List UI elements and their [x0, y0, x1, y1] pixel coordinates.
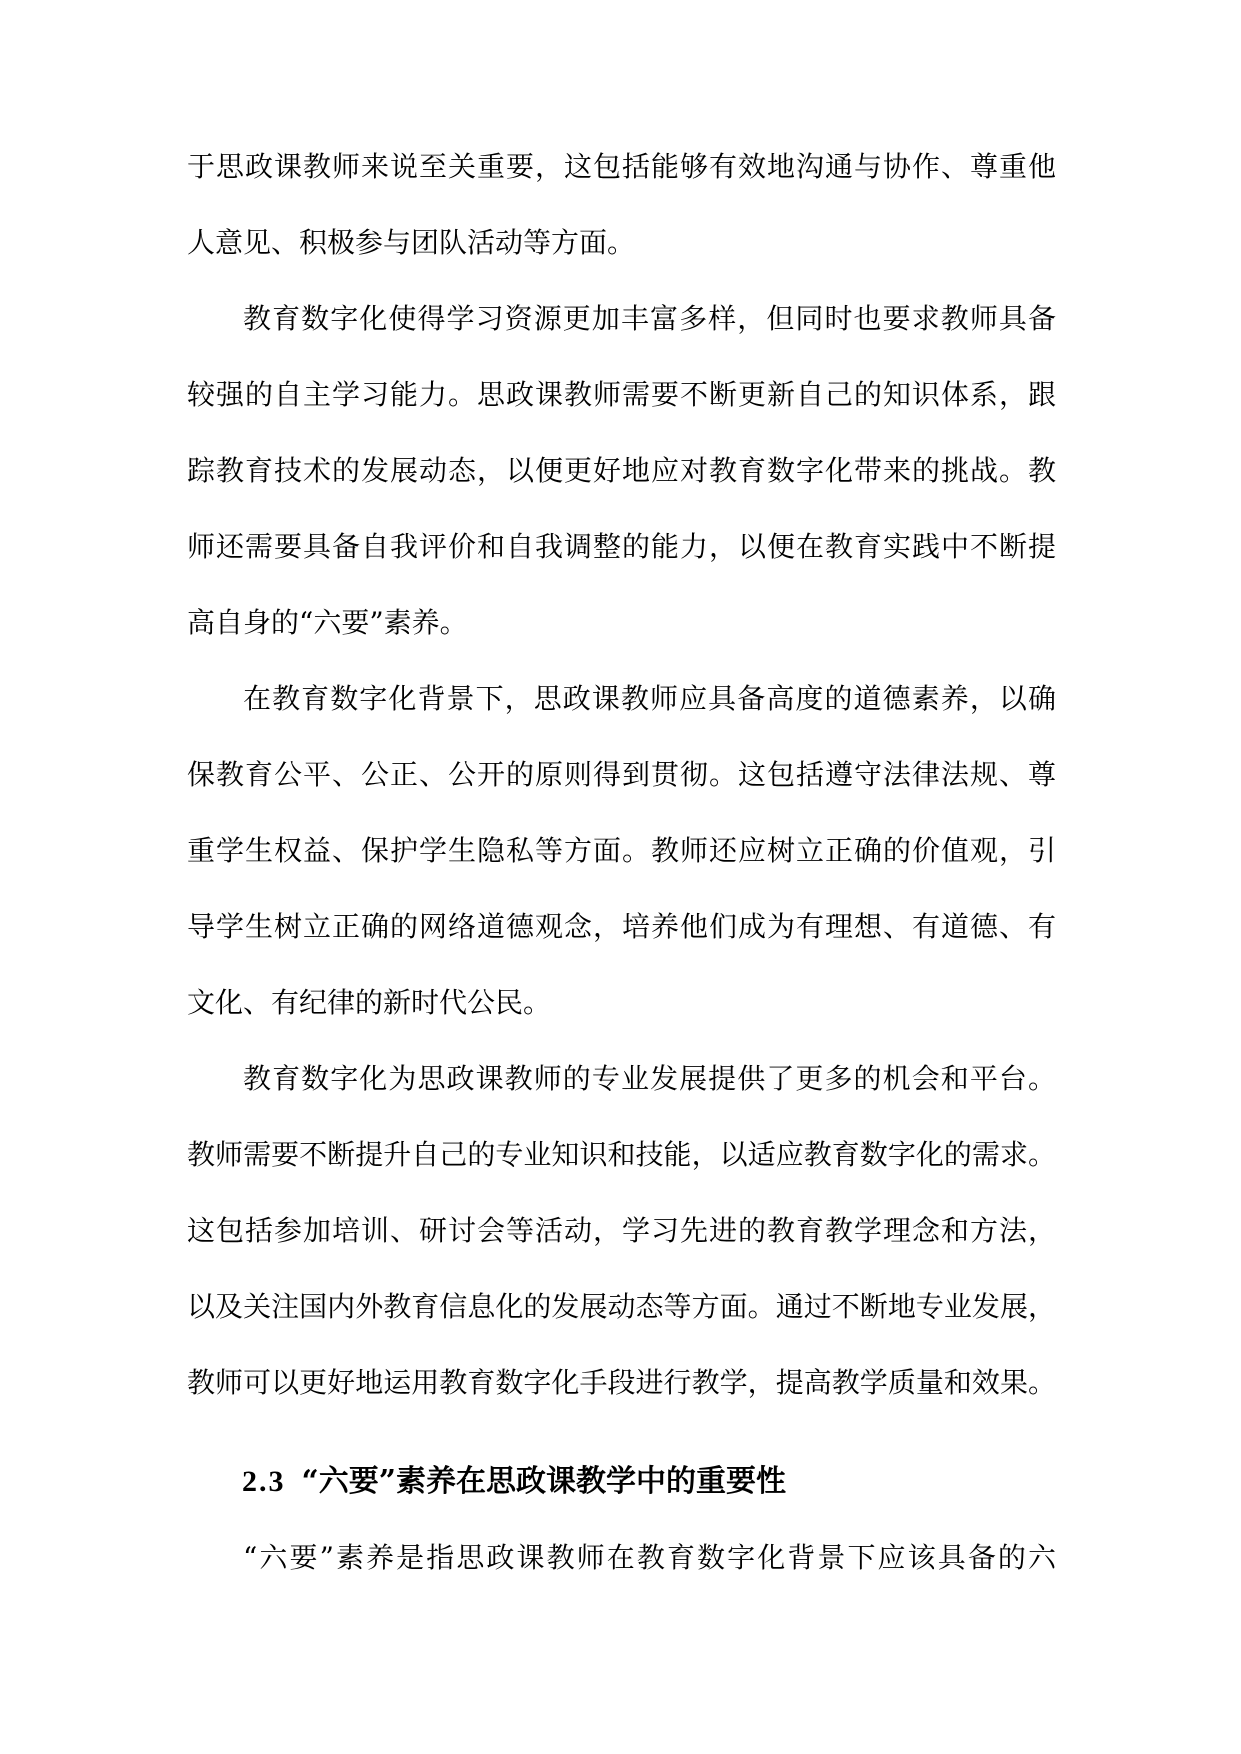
- paragraph-5: [187, 1520, 1056, 1596]
- text-line: 于思政课教师来说至关重要，这包括能够有效地沟通与协作、尊重他: [187, 150, 1056, 183]
- text-line: 师还需要具备自我评价和自我调整的能力，以便在教育实践中不断提: [187, 530, 1056, 563]
- text-line: 较强的自主学习能力。思政课教师需要不断更新自己的知识体系，跟: [187, 378, 1056, 411]
- text-line: 这包括参加培训、研讨会等活动，学习先进的教育教学理念和方法，: [187, 1214, 1056, 1247]
- text-line: 重学生权益、保护学生隐私等方面。教师还应树立正确的价值观，引: [187, 834, 1056, 867]
- paragraph-3: [187, 661, 1056, 1041]
- paragraph-4: [187, 1041, 1056, 1421]
- text-line: 教师可以更好地运用教育数字化手段进行教学，提高教学质量和效果。: [187, 1366, 1056, 1399]
- text-line: 教育数字化为思政课教师的专业发展提供了更多的机会和平台。: [243, 1062, 1056, 1095]
- paragraph-2: [187, 281, 1056, 661]
- text-line: 踪教育技术的发展动态，以便更好地应对教育数字化带来的挑战。教: [187, 454, 1056, 487]
- text-line: 教育数字化使得学习资源更加丰富多样，但同时也要求教师具备: [243, 302, 1056, 335]
- text-line: 在教育数字化背景下，思政课教师应具备高度的道德素养，以确: [243, 682, 1056, 715]
- section-heading-number: 2.3: [242, 1465, 286, 1498]
- text-line: 高自身的“六要”素养。: [187, 606, 468, 639]
- section-heading-title: “六要”素养在思政课教学中的重要性: [301, 1464, 787, 1499]
- text-line: 保教育公平、公正、公开的原则得到贯彻。这包括遵守法律法规、尊: [187, 758, 1056, 791]
- text-line: “六要”素养是指思政课教师在教育数字化背景下应该具备的六: [243, 1541, 1056, 1574]
- paragraph-1: [187, 129, 1056, 281]
- text-line: 文化、有纪律的新时代公民。: [187, 986, 552, 1019]
- section-heading: [187, 1444, 1056, 1520]
- text-line: 教师需要不断提升自己的专业知识和技能，以适应教育数字化的需求。: [187, 1138, 1056, 1171]
- text-line: 以及关注国内外教育信息化的发展动态等方面。通过不断地专业发展，: [187, 1290, 1056, 1323]
- document-body: [187, 129, 1056, 1596]
- text-line: 导学生树立正确的网络道德观念，培养他们成为有理想、有道德、有: [187, 910, 1056, 943]
- text-line: 人意见、积极参与团队活动等方面。: [187, 226, 636, 259]
